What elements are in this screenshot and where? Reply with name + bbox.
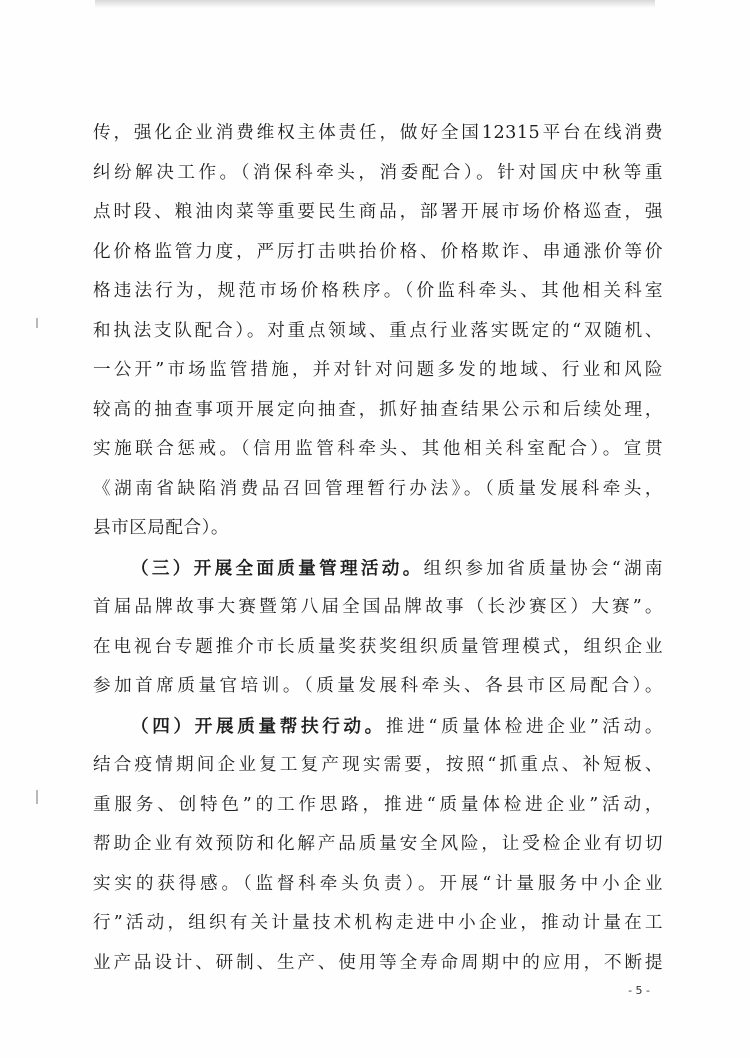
paragraph-line: 首届品牌故事大赛暨第八届全国品牌故事（长沙赛区）大赛”。: [93, 597, 663, 617]
section-3-heading: （三）开展全面质量管理活动。: [131, 557, 424, 579]
paragraph-line: 结合疫情期间企业复工复产现实需要，按照“抓重点、补短板、: [93, 755, 663, 775]
paragraph-line: 点时段、粮油肉菜等重要民生商品，部署开展市场价格巡查，强: [93, 202, 663, 222]
margin-mark: [36, 790, 38, 804]
paragraph-line: 参加首席质量官培训。（质量发展科牵头、各县市区局配合）。: [93, 676, 663, 696]
paragraph-line: 帮助企业有效预防和化解产品质量安全风险，让受检企业有切切: [93, 834, 663, 854]
section-4-first-line: [93, 707, 663, 747]
paragraph-line: 和执法支队配合）。对重点领域、重点行业落实既定的“双随机、: [93, 320, 663, 341]
paragraph-line: 化价格监管力度，严厉打击哄抬价格、价格欺诈、串通涨价等价: [93, 241, 663, 262]
scan-edge-shadow: [95, 0, 655, 8]
margin-mark: [36, 318, 38, 328]
paragraph-line: 县市区局配合）。: [93, 518, 229, 538]
paragraph-line: 纠纷解决工作。（消保科牵头，消委配合）。针对国庆中秋等重: [93, 162, 663, 183]
paragraph-line: 实施联合惩戒。（信用监管科牵头、其他相关科室配合）。宣贯: [93, 439, 663, 459]
paragraph-line: 重服务、创特色”的工作思路，推进“质量体检进企业”活动，: [93, 794, 663, 815]
page-number: - 5 -: [628, 984, 650, 997]
body-text: [93, 114, 663, 983]
paragraph-line: 行”活动，组织有关计量技术机构走进中小企业，推动计量在工: [93, 913, 663, 933]
paragraph-line: 《湖南省缺陷消费品召回管理暂行办法》。（质量发展科牵头，: [93, 478, 663, 499]
paragraph-line: 实实的获得感。（监督科牵头负责）。开展“计量服务中小企业: [93, 873, 663, 894]
paragraph-line: 格违法行为，规范市场价格秩序。（价监科牵头、其他相关科室: [93, 281, 663, 301]
section-4-text: 推进“质量体检进企业”活动。: [385, 716, 663, 737]
paragraph-line: 在电视台专题推介市长质量奖获奖组织质量管理模式，组织企业: [93, 636, 663, 657]
paragraph-line: 业产品设计、研制、生产、使用等全寿命周期中的应用，不断提: [93, 952, 663, 973]
section-3-text: 组织参加省质量协会“湖南: [423, 558, 663, 579]
paragraph-line: 较高的抽查事项开展定向抽查，抓好抽查结果公示和后续处理，: [93, 399, 663, 420]
paragraph-line: 传，强化企业消费维权主体责任，做好全国12315平台在线消费: [93, 123, 663, 143]
paragraph-line: 一公开”市场监管措施，并对针对问题多发的地域、行业和风险: [93, 360, 663, 380]
section-3-first-line: [93, 549, 663, 589]
section-4-heading: （四）开展质量帮扶行动。: [131, 715, 386, 737]
